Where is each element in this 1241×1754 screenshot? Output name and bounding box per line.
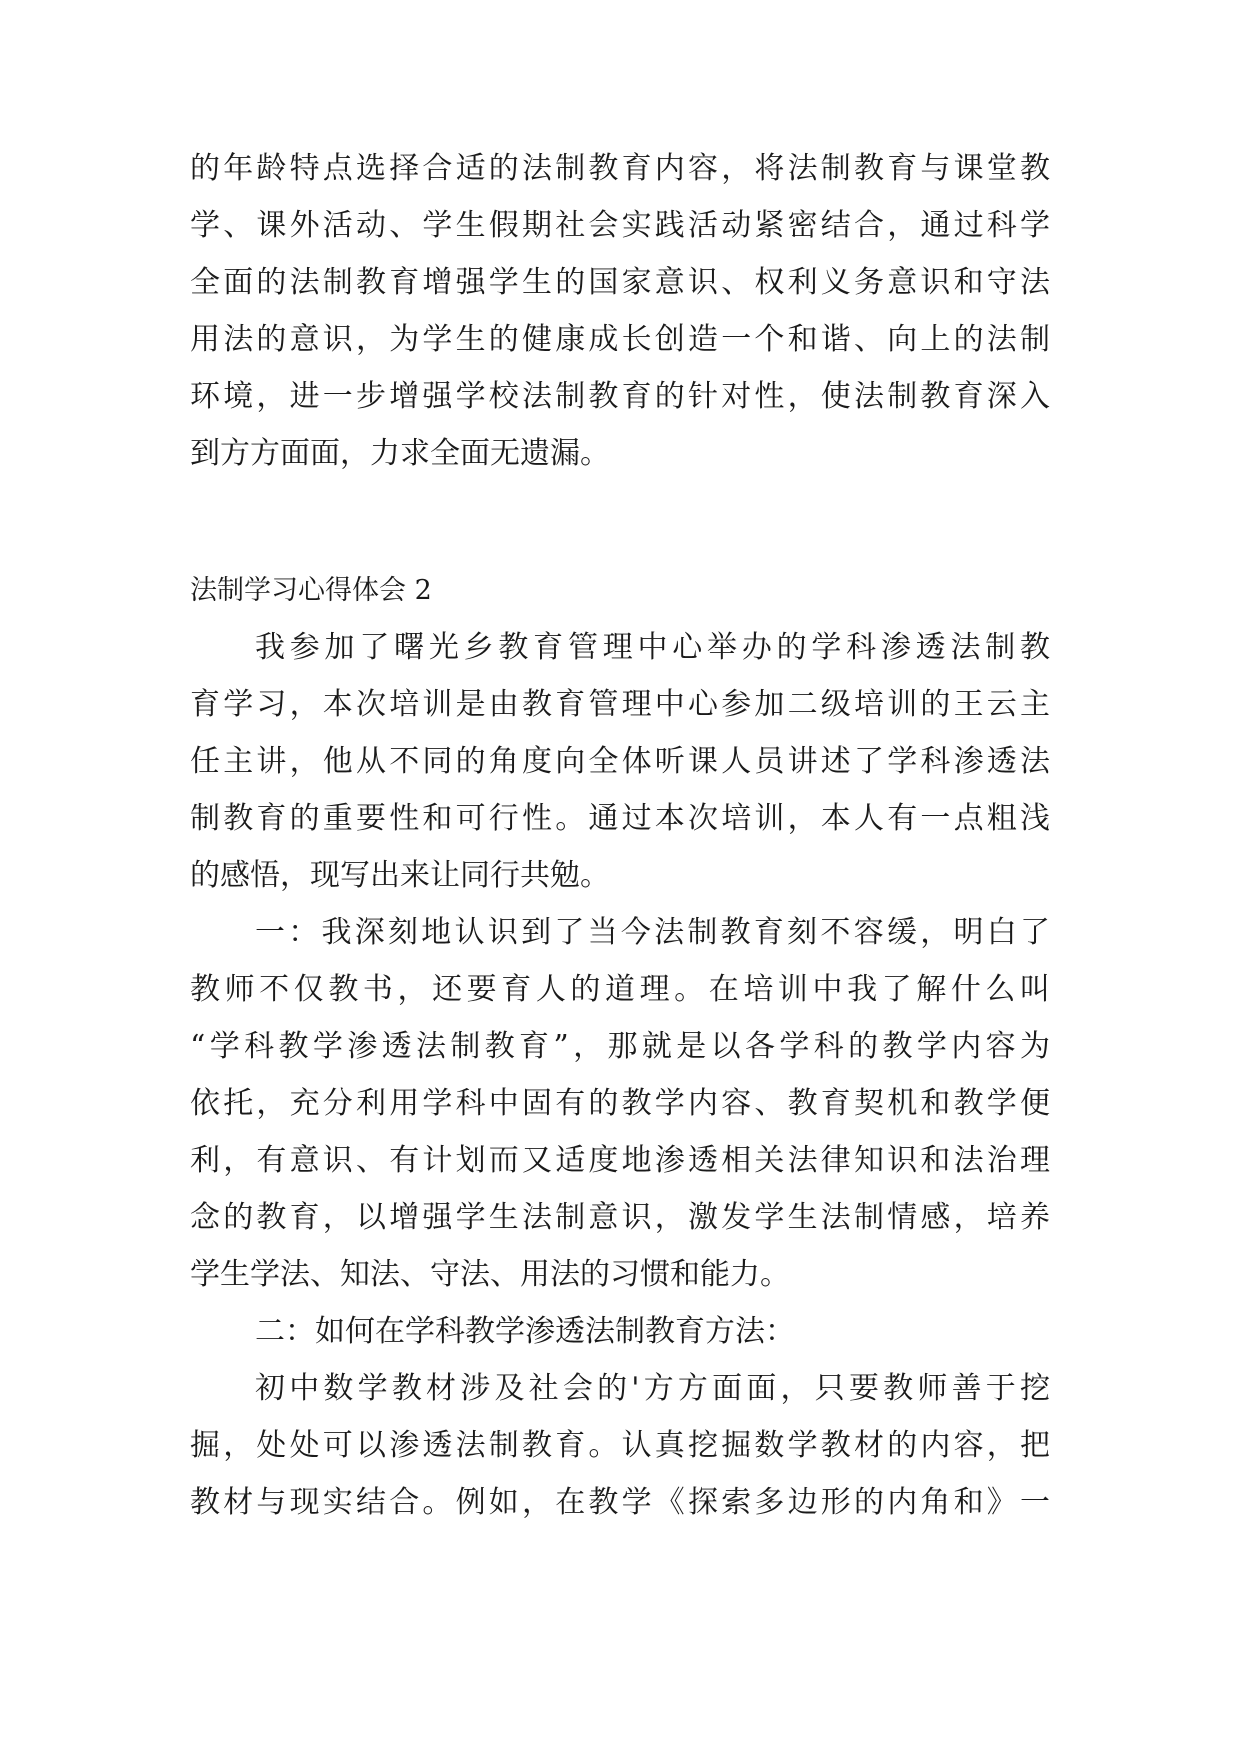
paragraph2-line-5: 利，有意识、有计划而又适度地渗透相关法律知识和法治理 (190, 1143, 1050, 1178)
paragraph4-line-2: 掘，处处可以渗透法制教育。认真挖掘数学教材的内容，把 (190, 1428, 1050, 1463)
paragraph2-line-7: 学生学法、知法、守法、用法的习惯和能力。 (190, 1257, 790, 1292)
intro-line-4: 用法的意识，为学生的健康成长创造一个和谐、向上的法制 (190, 322, 1050, 357)
paragraph2-line-1: 一：我深刻地认识到了当今法制教育刻不容缓，明白了 (255, 915, 1050, 950)
intro-line-1: 的年龄特点选择合适的法制教育内容，将法制教育与课堂教 (190, 151, 1050, 186)
section-title: 法制学习心得体会 2 (190, 575, 432, 606)
paragraph2-line-2: 教师不仅教书，还要育人的道理。在培训中我了解什么叫 (190, 972, 1050, 1007)
paragraph2-line-4: 依托，充分利用学科中固有的教学内容、教育契机和教学便 (190, 1086, 1050, 1121)
paragraph1-line-4: 制教育的重要性和可行性。通过本次培训，本人有一点粗浅 (190, 801, 1050, 836)
paragraph1-line-1: 我参加了曙光乡教育管理中心举办的学科渗透法制教 (255, 630, 1050, 665)
intro-line-3: 全面的法制教育增强学生的国家意识、权利义务意识和守法 (190, 265, 1050, 300)
intro-line-5: 环境，进一步增强学校法制教育的针对性，使法制教育深入 (190, 379, 1050, 414)
paragraph1-line-5: 的感悟，现写出来让同行共勉。 (190, 858, 610, 893)
paragraph2-line-6: 念的教育，以增强学生法制意识，激发学生法制情感，培养 (190, 1200, 1050, 1235)
paragraph1-line-3: 任主讲，他从不同的角度向全体听课人员讲述了学科渗透法 (190, 744, 1050, 779)
paragraph2-line-3: “学科教学渗透法制教育”，那就是以各学科的教学内容为 (190, 1029, 1050, 1064)
paragraph3-line-1: 二：如何在学科教学渗透法制教育方法： (255, 1314, 795, 1349)
intro-line-6: 到方方面面，力求全面无遗漏。 (190, 436, 610, 471)
paragraph1-line-2: 育学习，本次培训是由教育管理中心参加二级培训的王云主 (190, 687, 1050, 722)
paragraph4-line-3: 教材与现实结合。例如，在教学《探索多边形的内角和》一 (190, 1485, 1050, 1520)
paragraph4-line-1: 初中数学教材涉及社会的'方方面面，只要教师善于挖 (255, 1371, 1050, 1406)
intro-line-2: 学、课外活动、学生假期社会实践活动紧密结合，通过科学 (190, 208, 1050, 243)
